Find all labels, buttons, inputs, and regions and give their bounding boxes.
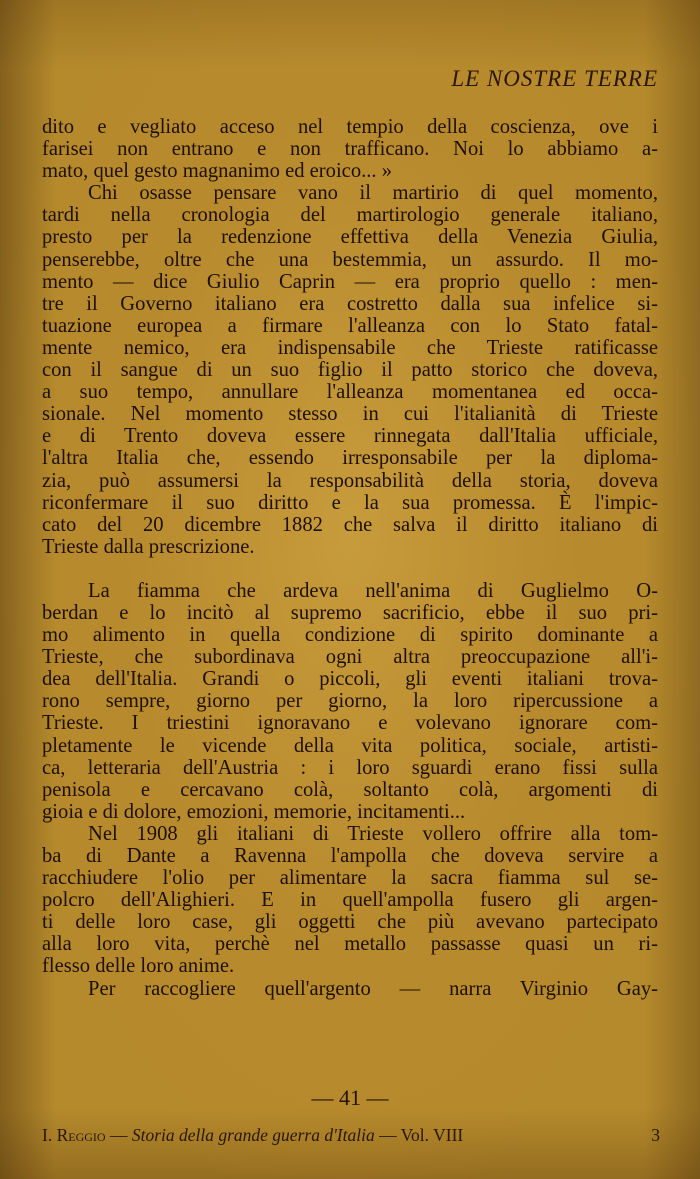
- section-gap: [42, 558, 658, 580]
- footer-dash: —: [109, 1125, 128, 1145]
- text-line: rono sempre, giorno per giorno, la loro ripercussione a: [42, 690, 658, 713]
- text-line: riconfermare il suo diritto e la sua promessa. È l'impic-: [42, 491, 658, 514]
- body-text: [42, 116, 658, 1000]
- text-line: Per raccogliere quell'argento — narra Virginio Gay-: [88, 977, 658, 1000]
- paragraph: [42, 116, 658, 182]
- text-line: farisei non entrano e non trafficano. Noi lo abbiamo a-: [42, 138, 658, 161]
- footer-volume: Vol. VIII: [400, 1125, 464, 1145]
- text-line: tre il Governo italiano era costretto dalla sua infelice si-: [42, 292, 658, 315]
- text-line: gioia e di dolore, emozioni, memorie, incitamenti...: [42, 800, 466, 823]
- text-line: mente nemico, era indispensabile che Trieste ratificasse: [42, 336, 658, 359]
- text-line: penserebbe, oltre che una bestemmia, un assurdo. Il mo-: [42, 248, 658, 271]
- footer-signature-mark: 3: [651, 1125, 660, 1145]
- text-line: Trieste dalla prescrizione.: [42, 535, 255, 558]
- footer-author: I. Reggio: [42, 1125, 106, 1145]
- text-line: dito e vegliato acceso nel tempio della coscienza, ove i: [42, 116, 658, 138]
- text-line: Trieste. I triestini ignoravano e volevano ignorare com-: [42, 712, 658, 735]
- footer-book-title: Storia della grande guerra d'Italia: [131, 1125, 375, 1145]
- text-line: tuazione europea a firmare l'alleanza con lo Stato fatal-: [42, 314, 658, 337]
- text-line: cato del 20 dicembre 1882 che salva il diritto italiano di: [42, 513, 658, 536]
- paragraph: [42, 823, 658, 978]
- footer-signature-line: [42, 1125, 660, 1146]
- text-line: polcro dell'Alighieri. E in quell'ampolla fusero gli argen-: [42, 889, 658, 912]
- text-line: alla loro vita, perchè nel metallo passasse quasi un ri-: [42, 933, 658, 956]
- text-line: La fiamma che ardeva nell'anima di Guglielmo O-: [88, 579, 658, 602]
- text-line: a suo tempo, annullare l'alleanza momentanea ed occa-: [42, 381, 658, 404]
- footer-dash: —: [379, 1125, 397, 1145]
- paragraph: [42, 182, 658, 558]
- text-line: l'altra Italia che, essendo irresponsabile per la diploma-: [42, 447, 658, 470]
- page-number: — 41 —: [311, 1085, 389, 1110]
- text-line: penisola e cercavano colà, soltanto colà, argomenti di: [42, 778, 658, 801]
- text-line: pletamente le vicende della vita politica, sociale, artisti-: [42, 734, 658, 757]
- text-line: berdan e lo incitò al supremo sacrificio, ebbe il suo pri-: [42, 601, 658, 624]
- text-line: ca, letteraria dell'Austria : i loro sguardi erano fissi sulla: [42, 756, 658, 779]
- text-line: tardi nella cronologia del martirologio generale italiano,: [42, 204, 658, 227]
- text-line: presto per la redenzione effettiva della Venezia Giulia,: [42, 226, 658, 249]
- text-line: sionale. Nel momento stesso in cui l'italianità di Trieste: [42, 403, 658, 426]
- text-line: ba di Dante a Ravenna l'ampolla che doveva servire a: [42, 845, 658, 867]
- text-line: mento — dice Giulio Caprin — era proprio quello : men-: [42, 270, 658, 293]
- paragraph: [42, 580, 658, 823]
- text-line: e di Trento doveva essere rinnegata dall'Italia ufficiale,: [42, 425, 658, 448]
- text-line: zia, può assumersi la responsabilità della storia, doveva: [42, 469, 658, 492]
- text-line: mato, quel gesto magnanimo ed eroico... »: [42, 160, 393, 183]
- text-line: mo alimento in quella condizione di spirito dominante a: [42, 624, 658, 647]
- text-line: Chi osasse pensare vano il martirio di quel momento,: [88, 182, 658, 205]
- paragraph: [42, 978, 658, 1000]
- text-line: ti delle loro case, gli oggetti che più avevano partecipato: [42, 911, 658, 934]
- text-line: racchiudere l'olio per alimentare la sacra fiamma sul se-: [42, 867, 658, 890]
- text-line: con il sangue di un suo figlio il patto storico che doveva,: [42, 359, 658, 382]
- text-line: flesso delle loro anime.: [42, 955, 235, 978]
- text-line: Trieste, che subordinava ogni altra preoccupazione all'i-: [42, 646, 658, 669]
- running-head: LE NOSTRE TERRE: [451, 66, 658, 91]
- text-line: dea dell'Italia. Grandi o piccoli, gli eventi italiani trova-: [42, 668, 658, 691]
- text-line: Nel 1908 gli italiani di Trieste vollero offrire alla tom-: [88, 822, 658, 845]
